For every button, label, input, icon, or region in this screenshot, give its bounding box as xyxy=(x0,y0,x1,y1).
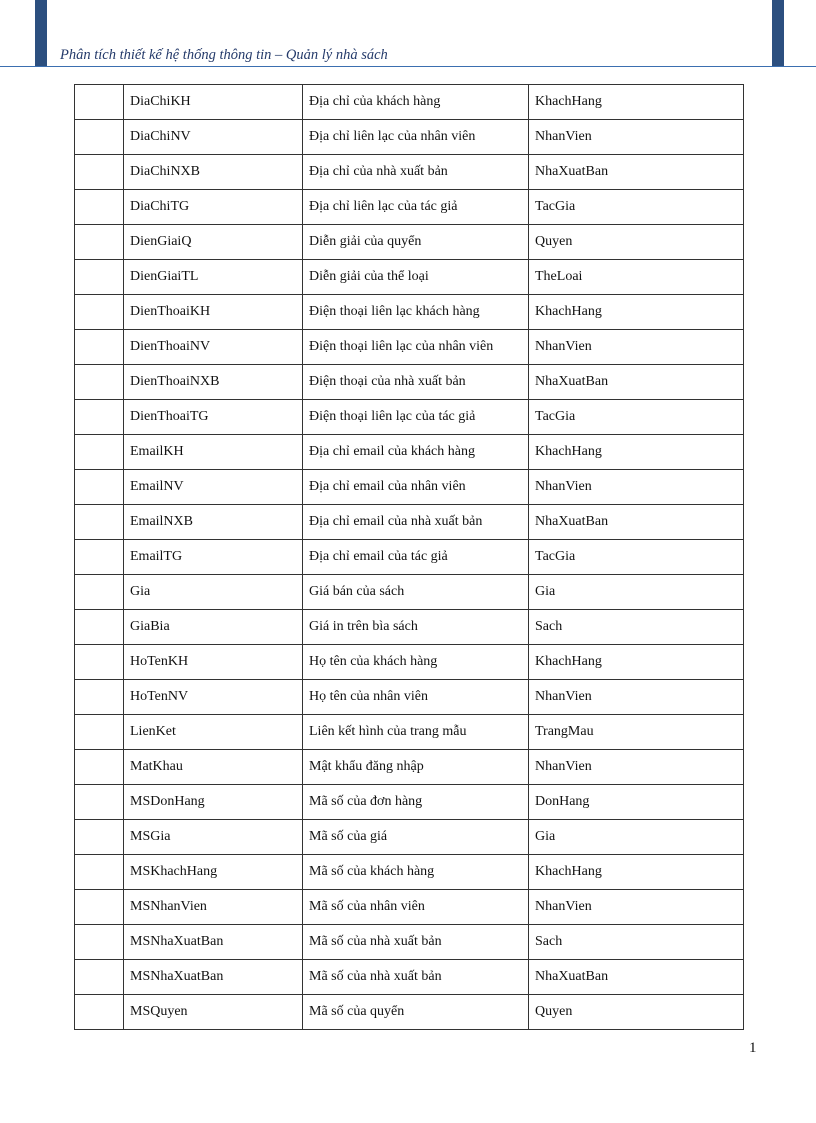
data-dictionary-table xyxy=(74,84,744,1030)
cell-field-name: Gia xyxy=(124,575,303,610)
cell-field-name: GiaBia xyxy=(124,610,303,645)
cell-table-name: Sach xyxy=(529,925,744,960)
table-row xyxy=(75,225,744,260)
cell-table-name: NhanVien xyxy=(529,330,744,365)
cell-table-name: KhachHang xyxy=(529,435,744,470)
cell-description: Điện thoại của nhà xuất bản xyxy=(303,365,529,400)
cell-field-name: DienThoaiTG xyxy=(124,400,303,435)
cell-field-name: MSNhaXuatBan xyxy=(124,925,303,960)
cell-table-name: Quyen xyxy=(529,995,744,1030)
cell-field-name: EmailNV xyxy=(124,470,303,505)
cell-field-name: MatKhau xyxy=(124,750,303,785)
cell-description: Địa chỉ email của tác giả xyxy=(303,540,529,575)
cell-table-name: KhachHang xyxy=(529,645,744,680)
cell-field-name: MSNhaXuatBan xyxy=(124,960,303,995)
cell-field-name: DienGiaiTL xyxy=(124,260,303,295)
cell-description: Họ tên của nhân viên xyxy=(303,680,529,715)
cell-description: Mã số của nhà xuất bản xyxy=(303,925,529,960)
cell-description: Địa chỉ email của nhà xuất bản xyxy=(303,505,529,540)
table-row xyxy=(75,610,744,645)
cell-number xyxy=(75,995,124,1030)
table-row xyxy=(75,960,744,995)
cell-number xyxy=(75,85,124,120)
cell-table-name: TacGia xyxy=(529,190,744,225)
cell-field-name: MSNhanVien xyxy=(124,890,303,925)
cell-number xyxy=(75,225,124,260)
cell-number xyxy=(75,155,124,190)
cell-number xyxy=(75,855,124,890)
cell-number xyxy=(75,610,124,645)
cell-table-name: NhaXuatBan xyxy=(529,960,744,995)
cell-table-name: NhaXuatBan xyxy=(529,365,744,400)
cell-field-name: HoTenNV xyxy=(124,680,303,715)
table-row xyxy=(75,365,744,400)
cell-table-name: TacGia xyxy=(529,400,744,435)
cell-number xyxy=(75,750,124,785)
table-row xyxy=(75,330,744,365)
cell-description: Địa chỉ của khách hàng xyxy=(303,85,529,120)
cell-description: Điện thoại liên lạc của nhân viên xyxy=(303,330,529,365)
table-row xyxy=(75,295,744,330)
table-row xyxy=(75,645,744,680)
table-row xyxy=(75,890,744,925)
table-row xyxy=(75,575,744,610)
table-row xyxy=(75,400,744,435)
cell-number xyxy=(75,260,124,295)
cell-number xyxy=(75,785,124,820)
cell-number xyxy=(75,470,124,505)
cell-table-name: NhanVien xyxy=(529,120,744,155)
cell-table-name: NhaXuatBan xyxy=(529,155,744,190)
cell-field-name: DienThoaiNV xyxy=(124,330,303,365)
cell-field-name: DienGiaiQ xyxy=(124,225,303,260)
cell-table-name: Sach xyxy=(529,610,744,645)
cell-field-name: DiaChiTG xyxy=(124,190,303,225)
table-row xyxy=(75,785,744,820)
cell-number xyxy=(75,505,124,540)
cell-number xyxy=(75,120,124,155)
table-row xyxy=(75,505,744,540)
cell-number xyxy=(75,645,124,680)
cell-table-name: NhanVien xyxy=(529,890,744,925)
table-row xyxy=(75,855,744,890)
cell-field-name: EmailKH xyxy=(124,435,303,470)
cell-field-name: EmailNXB xyxy=(124,505,303,540)
cell-field-name: DiaChiKH xyxy=(124,85,303,120)
table-row xyxy=(75,120,744,155)
cell-description: Diễn giải của thể loại xyxy=(303,260,529,295)
cell-number xyxy=(75,925,124,960)
cell-field-name: MSQuyen xyxy=(124,995,303,1030)
cell-description: Mã số của quyển xyxy=(303,995,529,1030)
table-row xyxy=(75,540,744,575)
cell-number xyxy=(75,540,124,575)
cell-number xyxy=(75,715,124,750)
table-body xyxy=(75,85,744,1030)
table-row xyxy=(75,820,744,855)
cell-table-name: TacGia xyxy=(529,540,744,575)
cell-number xyxy=(75,330,124,365)
cell-description: Mã số của nhân viên xyxy=(303,890,529,925)
table-row xyxy=(75,435,744,470)
cell-table-name: Quyen xyxy=(529,225,744,260)
cell-number xyxy=(75,890,124,925)
cell-description: Địa chỉ liên lạc của tác giả xyxy=(303,190,529,225)
cell-description: Địa chỉ liên lạc của nhân viên xyxy=(303,120,529,155)
cell-field-name: MSKhachHang xyxy=(124,855,303,890)
cell-table-name: KhachHang xyxy=(529,295,744,330)
cell-description: Mã số của nhà xuất bản xyxy=(303,960,529,995)
cell-number xyxy=(75,190,124,225)
cell-description: Mã số của giá xyxy=(303,820,529,855)
cell-table-name: KhachHang xyxy=(529,85,744,120)
cell-number xyxy=(75,960,124,995)
cell-table-name: NhaXuatBan xyxy=(529,505,744,540)
page-number: 1 xyxy=(749,1040,757,1056)
cell-table-name: NhanVien xyxy=(529,680,744,715)
cell-table-name: NhanVien xyxy=(529,750,744,785)
header-bar-right xyxy=(772,0,784,66)
cell-field-name: DienThoaiKH xyxy=(124,295,303,330)
cell-description: Địa chỉ email của khách hàng xyxy=(303,435,529,470)
table-row xyxy=(75,260,744,295)
header-rule xyxy=(0,66,816,67)
cell-description: Giá bán của sách xyxy=(303,575,529,610)
cell-description: Diễn giải của quyển xyxy=(303,225,529,260)
cell-description: Liên kết hình của trang mẫu xyxy=(303,715,529,750)
table-row xyxy=(75,680,744,715)
cell-field-name: LienKet xyxy=(124,715,303,750)
cell-description: Điện thoại liên lạc khách hàng xyxy=(303,295,529,330)
cell-description: Họ tên của khách hàng xyxy=(303,645,529,680)
cell-number xyxy=(75,365,124,400)
header-title: Phân tích thiết kế hệ thống thông tin – Quản lý nhà sách xyxy=(60,47,388,63)
cell-field-name: MSDonHang xyxy=(124,785,303,820)
cell-field-name: HoTenKH xyxy=(124,645,303,680)
cell-field-name: MSGia xyxy=(124,820,303,855)
cell-number xyxy=(75,400,124,435)
cell-number xyxy=(75,575,124,610)
table-row xyxy=(75,995,744,1030)
cell-table-name: Gia xyxy=(529,575,744,610)
cell-description: Mật khẩu đăng nhập xyxy=(303,750,529,785)
cell-field-name: DiaChiNV xyxy=(124,120,303,155)
cell-description: Địa chỉ email của nhân viên xyxy=(303,470,529,505)
cell-number xyxy=(75,820,124,855)
cell-table-name: NhanVien xyxy=(529,470,744,505)
cell-table-name: DonHang xyxy=(529,785,744,820)
cell-table-name: Gia xyxy=(529,820,744,855)
cell-table-name: TrangMau xyxy=(529,715,744,750)
cell-field-name: EmailTG xyxy=(124,540,303,575)
cell-field-name: DienThoaiNXB xyxy=(124,365,303,400)
cell-description: Điện thoại liên lạc của tác giả xyxy=(303,400,529,435)
table-row xyxy=(75,155,744,190)
cell-description: Giá in trên bìa sách xyxy=(303,610,529,645)
table-row xyxy=(75,470,744,505)
cell-number xyxy=(75,295,124,330)
table-row xyxy=(75,750,744,785)
table-row xyxy=(75,190,744,225)
cell-description: Địa chỉ của nhà xuất bản xyxy=(303,155,529,190)
header-bar-left xyxy=(35,0,47,66)
table-row xyxy=(75,925,744,960)
cell-description: Mã số của khách hàng xyxy=(303,855,529,890)
cell-field-name: DiaChiNXB xyxy=(124,155,303,190)
cell-table-name: KhachHang xyxy=(529,855,744,890)
table-row xyxy=(75,85,744,120)
table-row xyxy=(75,715,744,750)
cell-table-name: TheLoai xyxy=(529,260,744,295)
cell-description: Mã số của đơn hàng xyxy=(303,785,529,820)
cell-number xyxy=(75,435,124,470)
cell-number xyxy=(75,680,124,715)
